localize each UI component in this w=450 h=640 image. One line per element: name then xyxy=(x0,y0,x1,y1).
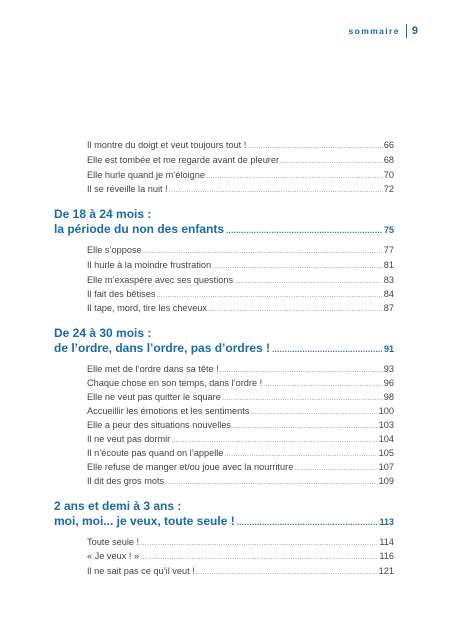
section-heading-line2: la période du non des enfants xyxy=(54,222,225,236)
toc-entry[interactable] xyxy=(87,420,394,430)
toc-entry-title: Il montre du doigt et veut toujours tout ! xyxy=(87,140,247,150)
toc-leader xyxy=(140,540,378,547)
toc-entry-title: Elle s’oppose xyxy=(87,245,142,255)
toc-entry-title: Elle ne veut pas quitter le square xyxy=(87,392,221,402)
toc-entry[interactable] xyxy=(87,289,394,299)
toc-entry-page: 103 xyxy=(378,420,394,430)
toc-entry-page: 105 xyxy=(378,448,394,458)
toc-entry-title: Il tape, mord, tire les cheveux xyxy=(87,303,208,313)
toc-leader xyxy=(226,223,382,238)
toc-entry-page: 84 xyxy=(383,289,394,299)
toc-entry[interactable] xyxy=(87,434,394,444)
toc-entry[interactable] xyxy=(87,140,394,150)
section-heading-line1: 2 ans et demi à 3 ans : xyxy=(54,499,182,513)
section-heading-line1: De 18 à 24 mois : xyxy=(54,207,152,221)
section-page: 91 xyxy=(383,344,394,354)
toc-entry[interactable] xyxy=(87,537,394,547)
toc-entry-title: Toute seule ! xyxy=(87,537,140,547)
toc-leader xyxy=(143,248,383,255)
toc-entry[interactable] xyxy=(87,184,394,194)
toc-entry-title: Elle est tombée et me regarde avant de pleurer xyxy=(87,155,280,165)
toc-entry-title: Accueillir les émotions et les sentiments xyxy=(87,406,250,416)
toc-leader xyxy=(212,263,383,270)
toc-entry[interactable] xyxy=(87,378,394,388)
toc-entry[interactable] xyxy=(87,392,394,402)
toc-leader xyxy=(247,143,382,150)
toc-entry-page: 68 xyxy=(383,155,394,165)
toc-entry-page: 70 xyxy=(383,170,394,180)
toc-entry[interactable] xyxy=(87,462,394,472)
toc-entry[interactable] xyxy=(87,566,394,576)
toc-entry-title: Il hurle à la moindre frustration xyxy=(87,260,212,270)
toc-entry-title: Elle hurle quand je m’éloigne xyxy=(87,170,205,180)
toc-entry[interactable] xyxy=(87,245,394,255)
toc-leader xyxy=(196,569,378,576)
toc-leader xyxy=(156,292,382,299)
toc-leader xyxy=(294,465,377,472)
toc-entry-title: Elle m’exaspère avec ses questions xyxy=(87,275,234,285)
toc-entry[interactable] xyxy=(87,551,394,561)
toc-leader xyxy=(220,367,383,374)
toc-leader xyxy=(208,306,383,313)
toc-entry[interactable] xyxy=(87,155,394,165)
section-heading-line1: De 24 à 30 mois : xyxy=(54,326,152,340)
toc-entry-title: « Je veux ! » xyxy=(87,551,140,561)
section-heading-line2: de l’ordre, dans l’ordre, pas d’ordres ! xyxy=(54,341,271,355)
section-heading[interactable] xyxy=(54,499,394,530)
section-heading[interactable] xyxy=(54,207,394,238)
header-label: sommaire xyxy=(348,26,400,36)
header-divider xyxy=(406,24,407,38)
toc-entry-page: 121 xyxy=(378,566,394,576)
toc-leader xyxy=(140,554,378,561)
toc-entry[interactable] xyxy=(87,406,394,416)
toc-entry-title: Il n’écoute pas quand on l’appelle xyxy=(87,448,224,458)
section-page: 75 xyxy=(383,225,394,235)
toc-leader xyxy=(171,437,377,444)
toc-entry-page: 66 xyxy=(383,140,394,150)
toc-leader xyxy=(263,381,383,388)
toc-leader xyxy=(280,158,383,165)
toc-entry-page: 107 xyxy=(378,462,394,472)
toc-leader xyxy=(206,173,383,180)
toc-entry-page: 114 xyxy=(379,537,394,547)
toc-entry[interactable] xyxy=(87,275,394,285)
toc-entry-page: 98 xyxy=(383,392,394,402)
toc-entry[interactable] xyxy=(87,170,394,180)
toc-entry[interactable] xyxy=(87,260,394,270)
toc-entry-page: 93 xyxy=(383,364,394,374)
toc-leader xyxy=(169,187,383,194)
section-heading-line2: moi, moi... je veux, toute seule ! xyxy=(54,514,235,528)
toc-entry-title: Elle a peur des situations nouvelles xyxy=(87,420,232,430)
toc-leader xyxy=(272,342,382,357)
toc-entry[interactable] xyxy=(87,476,394,486)
toc-entry-title: Elle refuse de manger et/ou joue avec la nourriture xyxy=(87,462,294,472)
toc-entry-page: 116 xyxy=(379,551,394,561)
toc-entry-page: 77 xyxy=(383,245,394,255)
toc-leader xyxy=(250,409,377,416)
toc-leader xyxy=(224,451,377,458)
toc-entry-title: Chaque chose en son temps, dans l’ordre ! xyxy=(87,378,263,388)
page-number: 9 xyxy=(411,25,418,37)
toc-entry-page: 83 xyxy=(383,275,394,285)
toc-entry-title: Il fait des bêtises xyxy=(87,289,156,299)
toc-entry[interactable] xyxy=(87,448,394,458)
toc-entry[interactable] xyxy=(87,303,394,313)
toc-entry-title: Elle met de l’ordre dans sa tête ! xyxy=(87,364,219,374)
toc-entry-page: 104 xyxy=(378,434,394,444)
toc-leader xyxy=(222,395,383,402)
page-header xyxy=(349,24,418,38)
toc-entry-page: 72 xyxy=(383,184,394,194)
toc-entry-page: 109 xyxy=(378,476,394,486)
section-page: 113 xyxy=(379,517,394,527)
toc-entry-page: 100 xyxy=(378,406,394,416)
toc-entry-page: 96 xyxy=(383,378,394,388)
toc-entry-page: 87 xyxy=(383,303,394,313)
toc-entry-title: Il ne veut pas dormir xyxy=(87,434,171,444)
toc-entry-title: Il dit des gros mots xyxy=(87,476,165,486)
toc-leader xyxy=(232,423,378,430)
section-heading[interactable] xyxy=(54,326,394,357)
toc-entry[interactable] xyxy=(87,364,394,374)
toc-entry-page: 81 xyxy=(383,260,394,270)
toc-leader xyxy=(237,515,378,530)
toc-leader xyxy=(234,278,383,285)
toc-entry-title: Il ne sait pas ce qu’il veut ! xyxy=(87,566,195,576)
toc-leader xyxy=(165,479,378,486)
toc-entry-title: Il se réveille la nuit ! xyxy=(87,184,168,194)
